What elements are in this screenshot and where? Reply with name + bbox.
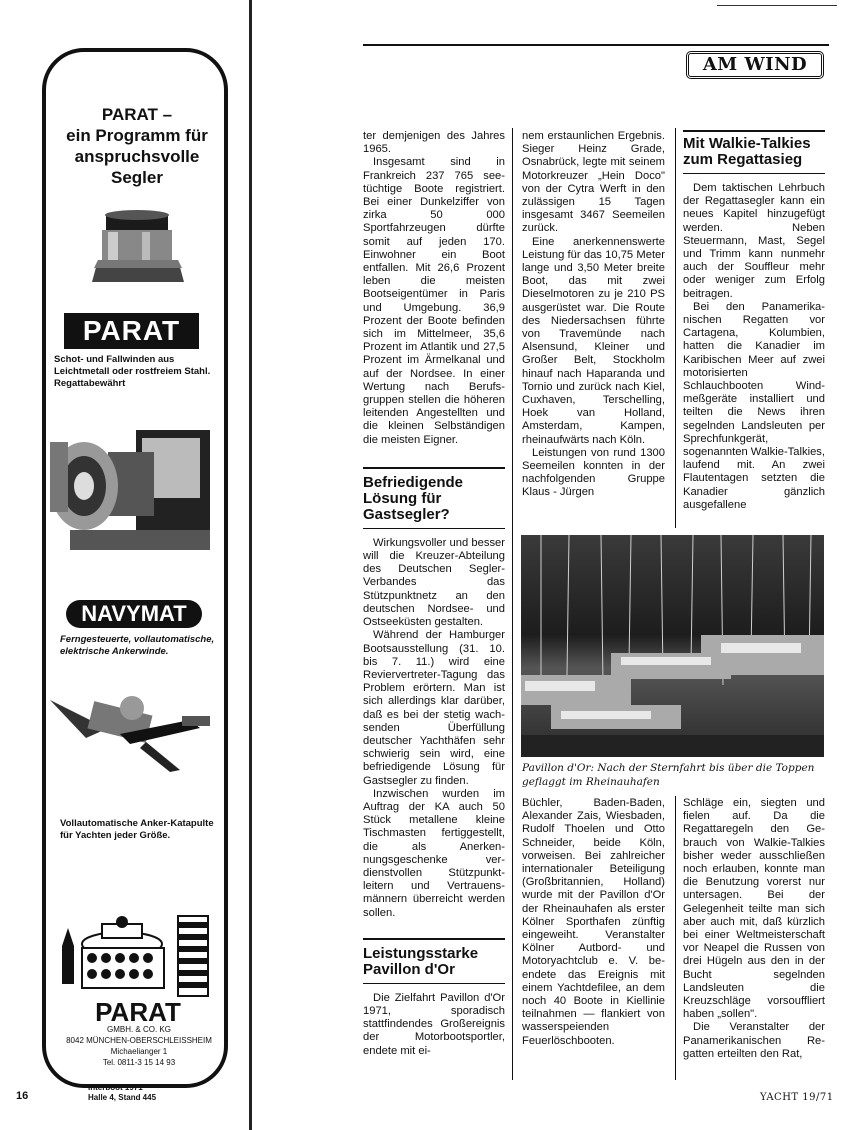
subheading: Befriedigende Lösung für Gastsegler? bbox=[363, 467, 505, 529]
navymat-logo: NAVYMAT bbox=[66, 600, 202, 628]
parat-product-text: Schot- und Fallwinden aus Leichtmetall oder rostfreiem Stahl. Regattabewährt bbox=[54, 354, 211, 389]
paragraph: Während der Hamburger Bootsausstellung (31. 10. bis 7. 11.) wird eine Reviervertreter-Tagung das Problem erörtern. Man ist sich allerdings klar darüber, daß es bei der stetig wachsenden Überfüllung deutscher Yachthäfen sehr schwierig sein wird, eine befriedigende Lösung für Gastsegler zu finden. bbox=[363, 629, 505, 787]
fair-stand: Halle 4, Stand 445 bbox=[88, 1093, 157, 1102]
paragraph: Wirkungsvoller und besser will die Kreuzer-Abteilung des Deutschen Segler-Verbandes das Stützpunktnetz an den deutschen Nordsee- und Ostseeküsten gestalten. bbox=[363, 536, 505, 629]
column-rule bbox=[512, 128, 513, 1080]
article-column-3-bottom bbox=[683, 797, 825, 1061]
parat-logo: PARAT bbox=[64, 313, 199, 349]
navymat-product-text: Ferngesteuerte, vollautomatische, elektrische Ankerwinde. bbox=[60, 634, 215, 657]
column-rule bbox=[675, 796, 676, 1080]
top-edge-line bbox=[717, 5, 837, 6]
photo-caption: Pavillon d'Or: Nach der Sternfahrt bis über die Toppen geflaggt im Rheinauhafen bbox=[522, 762, 815, 788]
column-rule bbox=[675, 128, 676, 528]
paragraph: Büchler, Baden-Baden, Alexander Zais, Wiesbaden, Rudolf Thoelen und Otto Schneider, beide Köln, vorweisen. Bei zahlreicher internationaler Beteiligung (Großbritannien, Holland) wurde mit der Pavillon d'Or der Rheinauhafen als erster Kölner Sporthafen zünftig eingeweiht. Veranstalter Kölner Autbord- und Motoryachtclub e. V. beendete das Ereignis mit einem Yachtdefilee, an dem noch 40 Boote in Kiellinie teilnahmen — flankiert von wasserspeienden Feuerlöschbooten. bbox=[522, 797, 665, 1047]
article-column-3-top bbox=[683, 130, 825, 512]
street-line: Michaelianger 1 bbox=[110, 1047, 168, 1056]
fair-info bbox=[88, 1083, 156, 1103]
paragraph: Inzwischen wurden im Auftrag der KA auch 50 Stück metallene kleine Tischmasten fertiggestellt, die als Anerkennungsgeschenke verdienstvollen Stützpunktleitern und Vertrauensmännern überreicht werden sollen. bbox=[363, 787, 505, 919]
article-column-1 bbox=[363, 130, 505, 1058]
issue-footer: YACHT 19/71 bbox=[760, 1092, 834, 1103]
anchor-catapult-image bbox=[50, 690, 220, 780]
article-column-2-bottom bbox=[522, 797, 665, 1048]
ad-headline-line: ein Programm für bbox=[66, 126, 208, 145]
subheading: Mit Walkie-Talkies zum Regattasieg bbox=[683, 130, 825, 174]
paragraph: Bei den Panamerikanischen Regatten vor Cartagena, Kolumbien, hatten die Kanadier im Karibischen Meer auf zwei motorisierten Schlauchbooten Windmeßgeräte installiert und teilten die News ihren segelnden Landsleuten per Sprechfunkgerät, sogenannten Walkie-Talkies, laufend mit. An zwei Flautentagen setzten die Kanadier gänzlich ausgefallene bbox=[683, 300, 825, 511]
ad-headline bbox=[52, 104, 222, 188]
address-line: 8042 MÜNCHEN-OBERSCHLEISSHEIM bbox=[66, 1036, 212, 1045]
paragraph: Insgesamt sind in Frankreich 237 765 seetüchtige Boote registriert. Bei einer Dunkelziffer von zirka 50 000 Sportfahrzeugen dürfte somit auf jeden 170. Einwohner ein Boot entfallen. Mit 26,6 Prozent leben die meisten Bootseigentümer in Paris und Umgebung. 36,9 Prozent der Boote befinden sich im Mittelmeer, 35,6 Prozent im Atlantik und 27,5 Prozent im Ärmelkanal und auf der Nordsee. In einer Wertung nach Berufsgruppen stellen die höheren leitenden Angestellten und die kleinen Selbständigen die meisten Eigner. bbox=[363, 156, 505, 446]
harbor-photo-illustration bbox=[521, 535, 824, 757]
paragraph: Eine anerkennenswerte Leistung für das 10,75 Meter lange und 3,50 Meter breite Boot, das mit zwei Dieselmotoren zu je 210 PS ausgerüstet war. Die Route des Niedersachsen führte von Travemünde nach Alsensund, Kleiner und Großer Belt, Stockholm hinauf nach Haparanda und Tornio und zurück nach Kiel, Cuxhaven, Terschelling, Hoek van Holland, Amsterdam, Kampen, rheinaufwärts nach Köln. bbox=[522, 235, 665, 446]
paragraph: Schläge ein, siegten und fielen auf. Da die Regattaregeln den Gebrauch von Walkie-Talkies bisher weder ausschließen noch erlauben, konnte man die Benutzung vorerst nur untersagen. Bei der Gelegenheit teilte man sich aber auch mit, daß kürzlich bei einer Weltmeisterschaft vor Neapel die Russen von drei Hügeln aus den in der Bucht segelnden Landsleuten die Kreuzschläge vorsouffliert haben „sollen". bbox=[683, 797, 825, 1021]
section-badge: AM WIND bbox=[686, 51, 824, 79]
gear-winch-image bbox=[50, 412, 220, 564]
paragraph: Die Zielfahrt Pavillon d'Or 1971, sporadisch stattfindendes Großereignis der Motorbootsportler, endete mit ei- bbox=[363, 991, 505, 1057]
parat-address bbox=[46, 1024, 232, 1068]
winch-image bbox=[92, 208, 186, 292]
subheading: Leistungsstarke Pavillon d'Or bbox=[363, 938, 505, 984]
paragraph: Die Veranstalter der Panamerikanischen Regatten erteilten den Rat, bbox=[683, 1021, 825, 1060]
ad-headline-line: anspruchsvolle bbox=[74, 147, 200, 166]
parat-brand-name: PARAT bbox=[95, 997, 181, 1027]
fair-name: Interboot 1971 bbox=[88, 1083, 143, 1092]
page-number: 16 bbox=[16, 1090, 29, 1102]
ad-headline-line: Segler bbox=[111, 168, 163, 187]
katapult-product-text: Vollautomatische Anker-Katapulte für Yachten jeder Größe. bbox=[60, 818, 214, 841]
parat-emblem bbox=[62, 908, 212, 1000]
phone-line: Tel. 0811-3 15 14 93 bbox=[102, 1058, 176, 1067]
harbor-photo bbox=[521, 535, 824, 757]
paragraph: ter demjenigen des Jahres 1965. bbox=[363, 130, 505, 156]
article-column-2-top bbox=[522, 130, 665, 500]
paragraph: Dem taktischen Lehrbuch der Regattasegler kann ein neues Kapitel hinzugefügt werden. Neben Steuermann, Mast, Segel und Trimm kann nunmehr auch der Souffleur mehr oder weniger zum Erfolg beitragen. bbox=[683, 182, 825, 300]
header-rule bbox=[363, 44, 829, 46]
company-line: GMBH. & CO. KG bbox=[106, 1025, 171, 1034]
paragraph: Leistungen von rund 1300 Seemeilen konnten in der nachfolgenden Gruppe Klaus - Jürgen bbox=[522, 446, 665, 499]
paragraph: nem erstaunlichen Ergebnis. Sieger Heinz Grade, Osnabrück, legte mit seinem Motorkreuzer „Hein Doco" von der Cytra Werft in den zulässigen 15 Tagen insgesamt 3467 Seemeilen zurück. bbox=[522, 130, 665, 235]
ad-headline-line: PARAT – bbox=[101, 105, 173, 124]
page-gutter-line bbox=[249, 0, 252, 1130]
